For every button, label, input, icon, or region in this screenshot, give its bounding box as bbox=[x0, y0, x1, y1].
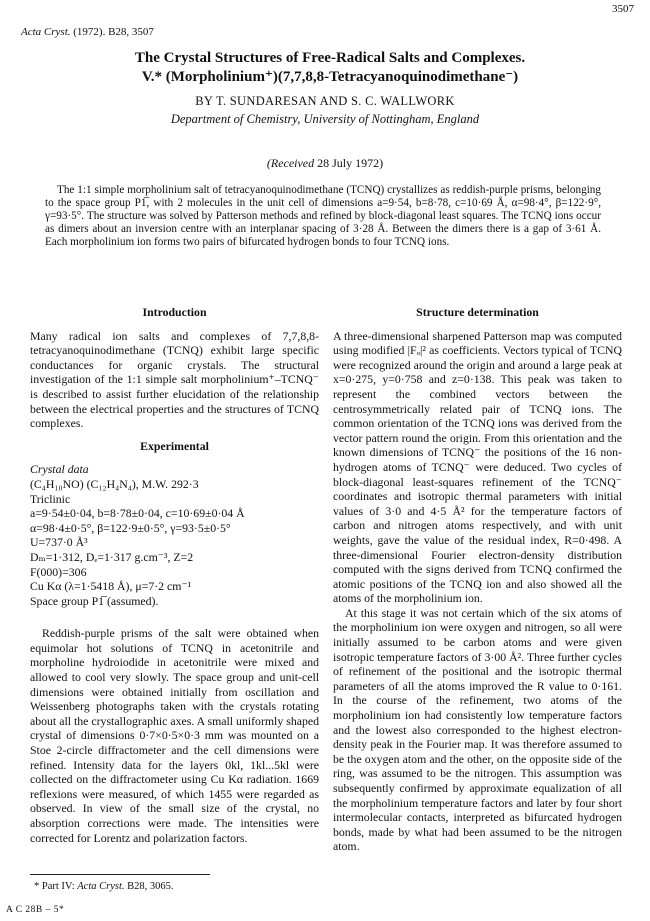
crystal-data-volume: U=737·0 Å³ bbox=[30, 535, 88, 550]
right-column bbox=[333, 305, 622, 854]
received-value: 28 July 1972) bbox=[317, 156, 384, 170]
experimental-heading: Experimental bbox=[140, 438, 209, 453]
crystal-data-formula: (C₄H₁₀NO) (C₁₂H₄N₄), M.W. 292·3 bbox=[30, 476, 199, 491]
crystal-data-f000: F(000)=306 bbox=[30, 564, 87, 579]
experimental-text: Reddish-purple prisms of the salt were obtained when equimolar hot solutions of TCNQ in acetonitrile and morpholine hydroiodide in acetonitrile were mixed and allowed to cool very slowly. The space group and unit-cell dimensions were obtained initially from oscillation and Weissenberg photographs taken with the crystals rotating about all the crystallographic axes. A small uniformly shaped crystal of dimensions 0·7×0·5×0·3 mm was mounted on a Stoe 2-circle diffractometer and the cell dimensions were refined. Intensity data for the layers 0kl, 1kl...5kl were collected on the diffractometer using Cu Kα radiation. 1669 reflexions were measured, of which 1455 were regarded as observed. In view of the small size of the crystal, no absorption corrections were made. The intensities were corrected for Lorentz and polarization factors. bbox=[30, 626, 319, 845]
print-code: A C 28B – 5* bbox=[6, 905, 65, 915]
footnote-ref: B28, 3065. bbox=[127, 881, 174, 892]
structure-determination-para-2: At this stage it was not certain which of the six atoms of the morpholinium ion were oxygen and nitrogen, so all were initially assumed to be carbon atoms and were given isotropic temperature factors of 3·00 Å². Three further cycles of refinement of the positional and the isotropic thermal parameters of all the atoms improved the R value to 0·161. In the course of the refinement, two atoms of the morpholinium ion had consistently low temperature factors and the lowest also corresponded to the highest electron-density peak in the Fourier map. It was therefore assumed to be the oxygen atom and the other, on the opposite side of the ring, was assumed to be the nitrogen. This assumption was subsequently confirmed by approximate equalization of all the morpholinium temperature factors and later by four short intermolecular contacts, interpreted as bifurcated hydrogen bonds, made by what had been assumed to be the nitrogen atom. bbox=[333, 605, 622, 854]
journal-citation bbox=[21, 26, 154, 38]
crystal-data-density: Dₘ=1·312, Dₑ=1·317 g.cm⁻³, Z=2 bbox=[30, 549, 194, 564]
crystal-data-label: Crystal data bbox=[30, 462, 89, 477]
authors: BY T. SUNDARESAN AND S. C. WALLWORK bbox=[195, 94, 455, 108]
citation-details: (1972). B28, 3507 bbox=[73, 26, 154, 38]
article-title bbox=[30, 49, 630, 87]
footnote-marker: * Part IV: bbox=[34, 881, 75, 892]
page-number: 3507 bbox=[612, 3, 634, 15]
title-line-2: V.* (Morpholinium⁺)(7,7,8,8-Tetracyanoquinodimethane⁻) bbox=[141, 69, 519, 85]
abstract: The 1:1 simple morpholinium salt of tetracyanoquinodimethane (TCNQ) crystallizes as reddish-purple prisms, belonging to the space group P1̅, with 2 molecules in the unit cell of dimensions a=9·54, b=8·78, c=10·69 Å, α=98·4°, β=122·9°, γ=93·5°. The structure was solved by Patterson methods and refined by block-diagonal least squares. The TCNQ ions occur as dimers about an inversion centre with an interplanar spacing of 3·28 Å. Between the dimers there is a gap of 3·61 Å. Each morpholinium ion forms two pairs of bifurcated hydrogen bonds to four TCNQ ions. bbox=[45, 184, 601, 248]
crystal-data-axes: a=9·54±0·04, b=8·78±0·04, c=10·69±0·04 Å bbox=[30, 506, 245, 521]
received-date bbox=[0, 156, 650, 171]
affiliation: Department of Chemistry, University of Nottingham, England bbox=[170, 112, 480, 126]
title-line-1: The Crystal Structures of Free-Radical Salts and Complexes. bbox=[134, 50, 526, 66]
crystal-data-radiation: Cu Kα (λ=1·5418 Å), μ=7·2 cm⁻¹ bbox=[30, 579, 192, 594]
footnote-divider bbox=[30, 874, 210, 875]
structure-determination-para-1: A three-dimensional sharpened Patterson map was computed using modified |Fₒ|² as coefficients. Vectors typical of TCNQ were recognized around the origin and around a large peak at x=0·275, y=0·758 and z=0·138. This peak was taken to represent the combined vectors between the centrosymmetrically related pair of TCNQ ions. The common orientation of the TCNQ ions was derived from the vector pattern round the origin. From this orientation and the known dimensions of TCNQ⁻ the positions of the 16 non-hydrogen atoms of TCNQ⁻ were deduced. Two cycles of block-diagonal least-squares refinement of the TCNQ⁻ coordinates and isotropic thermal parameters with initial values of 3·0 and 4·5 Å² for the temperature factors of carbon and nitrogen atoms respectively, and with unit weights, gave the value of the residual index, R=0·498. A three-dimensional Fourier electron-density distribution computed with the signs derived from TCNQ confirmed the atomic positions of the TCNQ ion and also showed all the atoms of the morpholinium ion. bbox=[333, 328, 622, 606]
received-label: (Received bbox=[266, 156, 315, 170]
crystal-data-space-group: Space group P1̅ (assumed). bbox=[30, 593, 159, 608]
crystal-data-system: Triclinic bbox=[30, 491, 71, 506]
footnote-journal: Acta Cryst. bbox=[77, 881, 125, 892]
crystal-data-angles: α=98·4±0·5°, β=122·9±0·5°, γ=93·5±0·5° bbox=[30, 520, 231, 535]
crystal-data-list bbox=[30, 477, 319, 608]
left-column bbox=[30, 305, 319, 845]
introduction-text: Many radical ion salts and complexes of 7,7,8,8-tetracyanoquinodimethane (TCNQ) exhibit large specific conductances for organic crystals. The structural investigation of the 1:1 simple salt morpholinium⁺–TCNQ⁻ is described to assist further elucidation of the relationship between the electrical properties and the structures of TCNQ complexes. bbox=[30, 328, 319, 431]
introduction-heading: Introduction bbox=[142, 305, 207, 319]
journal-name: Acta Cryst. bbox=[21, 26, 71, 38]
structure-determination-heading: Structure determination bbox=[416, 305, 539, 319]
footnote bbox=[34, 881, 174, 892]
